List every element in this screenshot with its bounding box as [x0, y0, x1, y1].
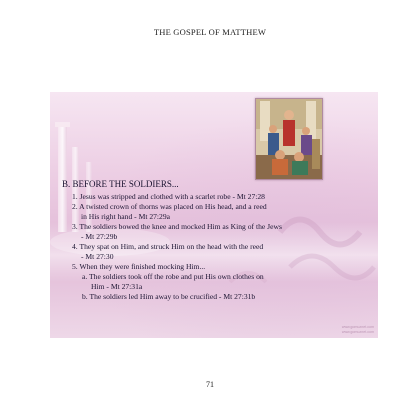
slide: [50, 92, 378, 338]
page-title: THE GOSPEL OF MATTHEW: [153, 27, 267, 37]
slide-content: [62, 179, 374, 302]
section-heading: B. BEFORE THE SOLDIERS...: [62, 179, 179, 189]
list-item-continuation: in His right hand - Mt 27:29a: [81, 211, 171, 221]
watermark: [342, 325, 374, 334]
list-item: [72, 242, 374, 262]
sub-list-item: [82, 272, 374, 292]
list-item: [72, 202, 374, 222]
list-item-text: 3. The soldiers bowed the knee and mocked Him as King of the Jews: [72, 221, 282, 231]
painting-image: [255, 98, 323, 180]
list-item: [72, 262, 374, 272]
painting-icon: [256, 99, 322, 179]
sub-list-item-text: b. The soldiers led Him away to be crucified - Mt 27:31b: [82, 292, 256, 302]
list-item: [72, 192, 374, 202]
watermark-line: www.gomuznet.com: [341, 329, 374, 334]
list-item-text: 5. When they were finished mocking Him...: [72, 261, 206, 271]
list-item-continuation: - Mt 27:30: [81, 251, 114, 261]
list-item: [72, 222, 374, 242]
sub-list-item-text: a. The soldiers took off the robe and put His own clothes on: [82, 272, 264, 281]
watermark-line: www.gomuznet.com: [341, 325, 374, 330]
page-number: 71: [206, 380, 214, 389]
list-item-text: 1. Jesus was stripped and clothed with a scarlet robe - Mt 27:28: [72, 191, 265, 201]
list-item-text: 4. They spat on Him, and struck Him on the head with the reed: [72, 241, 264, 251]
list-item-text: 2. A twisted crown of thorns was placed on His head, and a reed: [72, 201, 267, 211]
list-item-continuation: - Mt 27:29b: [81, 231, 118, 241]
sub-list-item-continuation: Him - Mt 27:31a: [91, 282, 143, 292]
sub-list-item: [82, 292, 374, 302]
